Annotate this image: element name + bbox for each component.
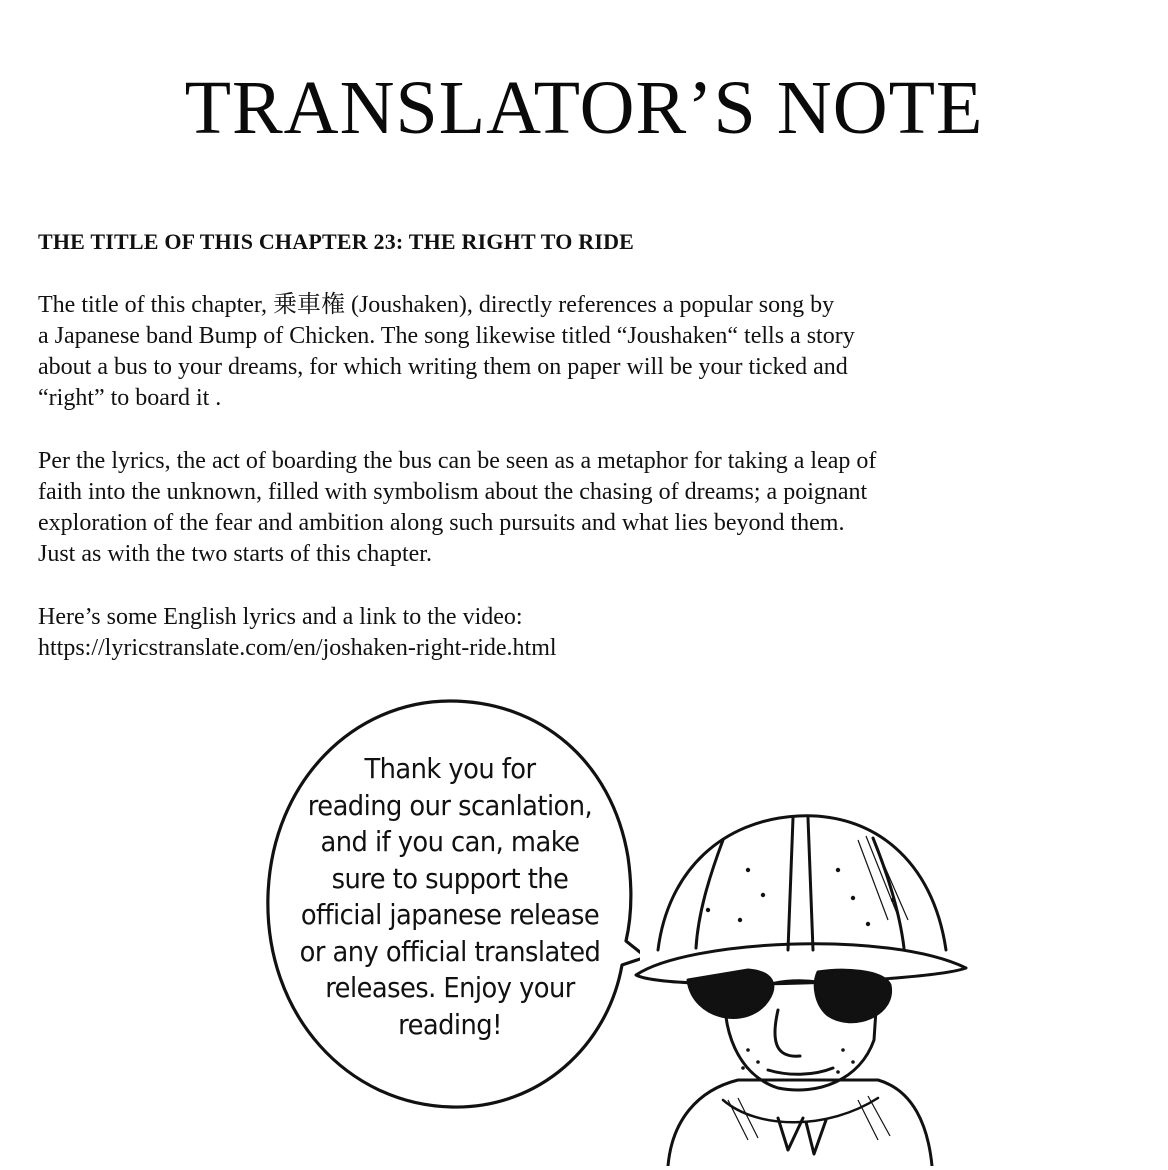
speech-line: reading! bbox=[398, 1007, 502, 1041]
paragraph-line: exploration of the fear and ambition along such pursuits and what lies beyond them. bbox=[38, 510, 845, 536]
paragraph-line: The title of this chapter, 乗車権 (Joushaken), directly references a popular song by bbox=[38, 292, 835, 318]
paragraph-line: faith into the unknown, filled with symbolism about the chasing of dreams; a poignant bbox=[38, 479, 868, 505]
speech-bubble bbox=[260, 695, 640, 1115]
paragraph-line: Per the lyrics, the act of boarding the bus can be seen as a metaphor for taking a leap of bbox=[38, 448, 877, 474]
speech-line: and if you can, make bbox=[320, 825, 580, 858]
paragraph-line: Just as with the two starts of this chapter. bbox=[38, 541, 432, 567]
paragraph-line: a Japanese band Bump of Chicken. The song likewise titled “Joushaken“ tells a story bbox=[38, 323, 855, 349]
section-heading: THE TITLE OF THIS CHAPTER 23: THE RIGHT TO RIDE bbox=[38, 229, 635, 254]
speech-line: official japanese release bbox=[300, 898, 600, 931]
speech-line: sure to support the bbox=[331, 861, 569, 895]
paragraph-line: about a bus to your dreams, for which writing them on paper will be your ticked and bbox=[38, 354, 848, 380]
helmeted-character-icon bbox=[628, 800, 968, 1166]
speech-line: releases. Enjoy your bbox=[325, 971, 575, 1004]
paragraph-song-reference bbox=[38, 290, 1128, 414]
paragraph-line: Here’s some English lyrics and a link to the video: bbox=[38, 604, 523, 630]
paragraph-lyrics-link bbox=[38, 602, 1128, 664]
lyrics-link: https://lyricstranslate.com/en/joshaken-right-ride.html bbox=[38, 635, 557, 661]
page-title: TRANSLATOR’S NOTE bbox=[184, 66, 984, 150]
speech-line: reading our scanlation, bbox=[307, 788, 593, 822]
helmeted-character-illustration bbox=[628, 800, 968, 1166]
speech-line: Thank you for bbox=[364, 752, 536, 785]
paragraph-lyrics-meaning bbox=[38, 446, 1128, 570]
speech-bubble-text bbox=[294, 751, 607, 1043]
paragraph-line: “right” to board it . bbox=[38, 385, 222, 411]
speech-line: or any official translated bbox=[299, 934, 601, 968]
